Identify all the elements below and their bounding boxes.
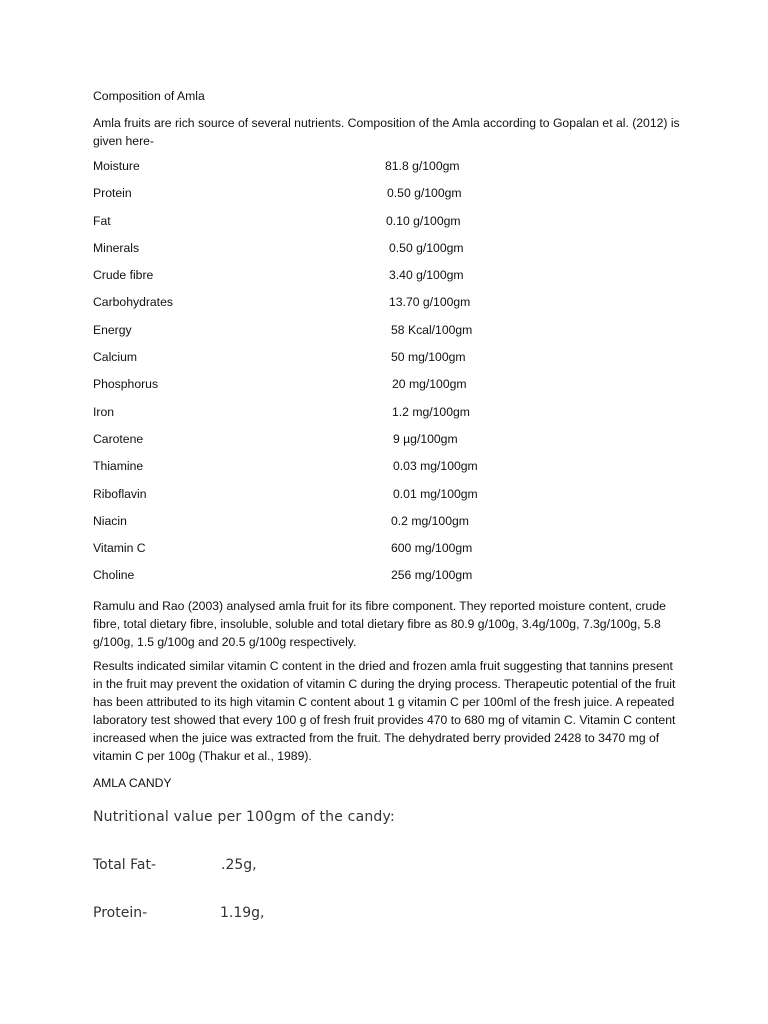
nutrient-name: Niacin — [93, 513, 127, 528]
composition-table — [93, 157, 593, 594]
fibre-paragraph: Ramulu and Rao (2003) analysed amla fruit for its fibre component. They reported moisture content, crude fibre, total dietary fibre, insoluble, soluble and total dietary fibre as 80.9 g/100g, 3.4g/100g, 7.3g/100g, 5.8 g/100g, 1.5 g/100g and 20.5 g/100g respectively. — [93, 599, 666, 649]
vitamin-c-paragraph: Results indicated similar vitamin C content in the dried and frozen amla fruit suggesting that tannins present in the fruit may prevent the oxidation of vitamin C during the drying process. Therapeutic potential of the fruit has been attributed to its high vitamin C content about 1 g vitamin C per 100ml of the fresh juice. A repeated laboratory test showed that every 100 g of fresh fruit provides 470 to 680 mg of vitamin C. Vitamin C content increased when the juice was extracted from the fruit. The dehydrated berry provided 2428 to 3470 mg of vitamin C per 100g (Thakur et al., 1989). — [93, 659, 676, 763]
nutrient-value: 9 µg/100gm — [393, 431, 458, 446]
nutrient-value: 0.50 g/100gm — [389, 240, 464, 255]
nutrient-value: 13.70 g/100gm — [389, 295, 471, 310]
composition-row — [93, 512, 593, 539]
composition-row — [93, 157, 593, 184]
nutrient-value: 20 mg/100gm — [392, 377, 467, 392]
nutrient-name: Moisture — [93, 159, 140, 173]
nutrient-name: Iron — [93, 404, 115, 419]
composition-row — [93, 403, 593, 430]
nutrient-value: 50 mg/100gm — [391, 350, 466, 365]
nutrient-name: Choline — [93, 568, 135, 583]
nutrient-name: Riboflavin — [93, 486, 147, 501]
composition-row — [93, 485, 593, 512]
nutrient-value: 0.01 mg/100gm — [393, 486, 478, 501]
candy-heading: AMLA CANDY — [93, 776, 172, 790]
nutrient-value: 3.40 g/100gm — [389, 268, 464, 283]
nutrient-value: 0.50 g/100gm — [387, 186, 462, 201]
nutrient-name: Thiamine — [93, 459, 144, 474]
nutrient-name: Calcium — [93, 350, 138, 365]
nutrient-value: 256 mg/100gm — [391, 568, 473, 583]
nutrient-value: 58 Kcal/100gm — [391, 322, 473, 337]
nutrient-name: Vitamin C — [93, 541, 146, 556]
nutrient-value: 1.2 mg/100gm — [392, 404, 470, 419]
composition-row — [93, 457, 593, 484]
nutrient-value: 0.2 mg/100gm — [391, 513, 469, 528]
composition-row — [93, 184, 593, 211]
section-heading: Composition of Amla — [93, 89, 205, 103]
candy-nutrient-label: Protein- — [93, 905, 148, 921]
nutrient-name: Crude fibre — [93, 268, 154, 283]
composition-row — [93, 539, 593, 566]
composition-row — [93, 293, 593, 320]
composition-row — [93, 348, 593, 375]
intro-paragraph: Amla fruits are rich source of several nutrients. Composition of the Amla according to Gopalan et al. (2012) is given here- — [93, 116, 680, 148]
nutrient-name: Fat — [93, 213, 111, 228]
nutrient-value: 81.8 g/100gm — [385, 159, 460, 173]
composition-row — [93, 212, 593, 239]
candy-subtitle: Nutritional value per 100gm of the candy: — [93, 809, 395, 825]
nutrient-name: Energy — [93, 322, 132, 337]
nutrient-name: Carbohydrates — [93, 295, 173, 310]
candy-nutrient-row — [93, 905, 393, 925]
nutrient-name: Protein — [93, 186, 132, 201]
nutrient-value: 600 mg/100gm — [391, 541, 473, 556]
composition-row — [93, 566, 593, 593]
nutrient-name: Carotene — [93, 431, 144, 446]
composition-row — [93, 430, 593, 457]
composition-row — [93, 239, 593, 266]
composition-row — [93, 321, 593, 348]
composition-row — [93, 266, 593, 293]
nutrient-value: 0.03 mg/100gm — [393, 459, 478, 474]
candy-nutrient-value: 1.19g, — [220, 905, 265, 921]
nutrient-value: 0.10 g/100gm — [386, 213, 461, 228]
nutrient-name: Phosphorus — [93, 377, 159, 392]
candy-nutrient-label: Total Fat- — [93, 857, 157, 873]
candy-nutrient-value: .25g, — [221, 857, 257, 873]
composition-row — [93, 375, 593, 402]
nutrient-name: Minerals — [93, 240, 140, 255]
candy-nutrient-row — [93, 857, 393, 877]
